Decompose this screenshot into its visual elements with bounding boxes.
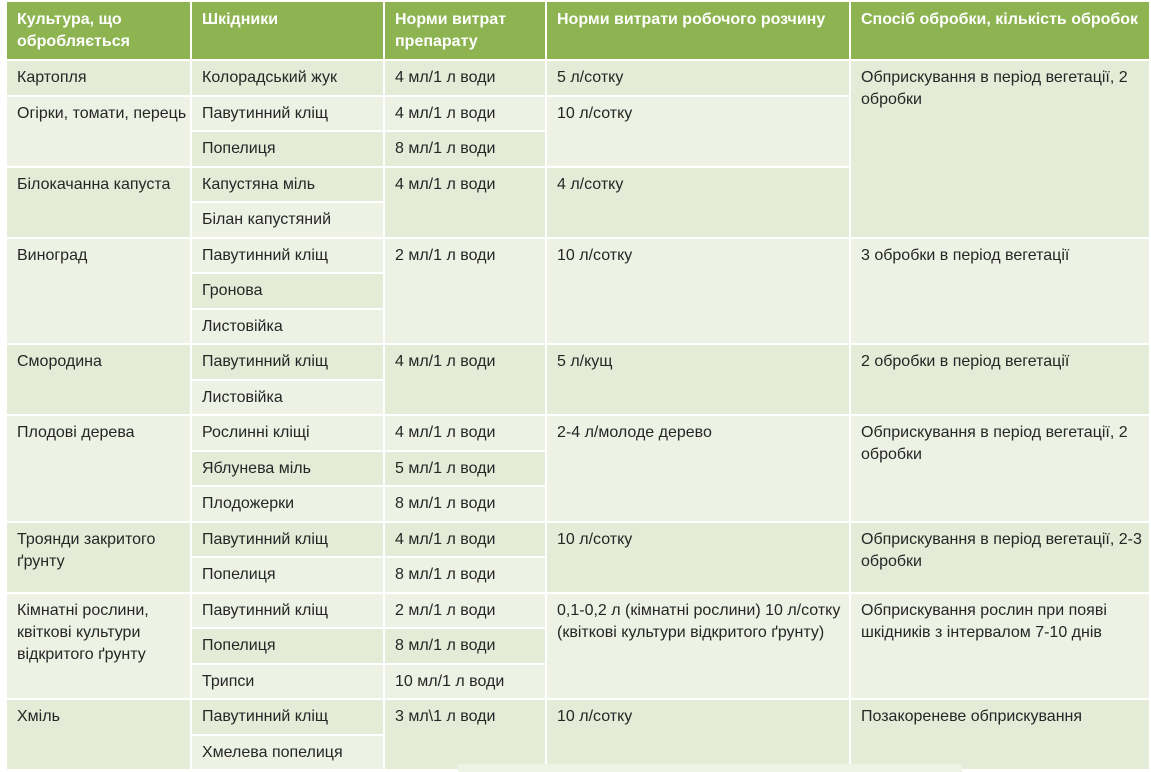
rate-cell: 8 мл/1 л води (384, 628, 546, 664)
table-row (6, 699, 1150, 735)
solution-cell: 5 л/кущ (546, 344, 850, 415)
header-product-rate: Норми витрат препарату (384, 1, 546, 60)
solution-cell: 5 л/сотку (546, 60, 850, 96)
header-pests: Шкідники (191, 1, 384, 60)
rate-cell: 2 мл/1 л води (384, 593, 546, 629)
crop-cell: Кімнатні рослини, квіткові культури відкритого ґрунту (6, 593, 191, 700)
pest-cell: Павутинний кліщ (191, 522, 384, 558)
crop-cell: Виноград (6, 238, 191, 345)
pest-cell: Павутинний кліщ (191, 699, 384, 735)
rate-cell: 8 мл/1 л води (384, 486, 546, 522)
pest-cell: Попелиця (191, 628, 384, 664)
crop-cell: Смородина (6, 344, 191, 415)
pest-cell: Колорадський жук (191, 60, 384, 96)
solution-cell: 4 л/сотку (546, 167, 850, 238)
table-row (6, 593, 1150, 629)
pest-cell: Павутинний кліщ (191, 593, 384, 629)
solution-cell: 10 л/сотку (546, 699, 850, 770)
pest-cell: Трипси (191, 664, 384, 700)
pest-cell: Попелиця (191, 557, 384, 593)
solution-cell: 2-4 л/молоде дерево (546, 415, 850, 522)
rate-cell: 3 мл\1 л води (384, 699, 546, 770)
solution-cell: 0,1-0,2 л (кімнатні рослини) 10 л/сотку (квіткові культури відкритого ґрунту) (546, 593, 850, 700)
method-cell: 3 обробки в період вегетації (850, 238, 1150, 345)
method-cell: Позакореневе обприскування (850, 699, 1150, 770)
rate-cell: 4 мл/1 л води (384, 344, 546, 415)
pest-cell: Яблунева міль (191, 451, 384, 487)
method-cell: Обприскування в період вегетації, 2-3 обробки (850, 522, 1150, 593)
rate-cell: 4 мл/1 л води (384, 167, 546, 238)
method-cell: Обприскування рослин при появі шкідників з інтервалом 7-10 днів (850, 593, 1150, 700)
method-cell: 2 обробки в період вегетації (850, 344, 1150, 415)
pest-cell: Павутинний кліщ (191, 238, 384, 274)
solution-cell: 10 л/сотку (546, 522, 850, 593)
pest-cell: Попелиця (191, 131, 384, 167)
header-crop: Культура, що обробляється (6, 1, 191, 60)
crop-cell: Хміль (6, 699, 191, 770)
pest-cell: Рослинні кліщі (191, 415, 384, 451)
pest-cell: Листовійка (191, 309, 384, 345)
crop-cell: Картопля (6, 60, 191, 96)
method-cell: Обприскування в період вегетації, 2 обробки (850, 60, 1150, 238)
solution-cell: 10 л/сотку (546, 238, 850, 345)
rate-cell: 4 мл/1 л води (384, 96, 546, 132)
rate-cell: 5 мл/1 л води (384, 451, 546, 487)
pest-cell: Листовійка (191, 380, 384, 416)
crop-cell: Огірки, томати, перець (6, 96, 191, 167)
pest-cell: Білан капустяний (191, 202, 384, 238)
rate-cell: 4 мл/1 л води (384, 522, 546, 558)
crop-cell: Білокачанна капуста (6, 167, 191, 238)
pesticide-usage-table (5, 0, 1151, 771)
header-solution-rate: Норми витрати робочого розчину (546, 1, 850, 60)
table-row (6, 415, 1150, 451)
footer-bar (458, 764, 962, 772)
table-header-row (6, 1, 1150, 60)
rate-cell: 8 мл/1 л води (384, 557, 546, 593)
pest-cell: Павутинний кліщ (191, 96, 384, 132)
table-row (6, 344, 1150, 380)
pest-cell: Плодожерки (191, 486, 384, 522)
rate-cell: 10 мл/1 л води (384, 664, 546, 700)
rate-cell: 2 мл/1 л води (384, 238, 546, 345)
rate-cell: 8 мл/1 л води (384, 131, 546, 167)
pest-cell: Павутинний кліщ (191, 344, 384, 380)
crop-cell: Плодові дерева (6, 415, 191, 522)
header-method: Спосіб обробки, кількість обробок (850, 1, 1150, 60)
table-row (6, 238, 1150, 274)
rate-cell: 4 мл/1 л води (384, 60, 546, 96)
crop-cell: Троянди закритого ґрунту (6, 522, 191, 593)
pest-cell: Хмелева попелиця (191, 735, 384, 771)
table-row (6, 60, 1150, 96)
table-row (6, 522, 1150, 558)
method-cell: Обприскування в період вегетації, 2 обробки (850, 415, 1150, 522)
rate-cell: 4 мл/1 л води (384, 415, 546, 451)
pest-cell: Капустяна міль (191, 167, 384, 203)
pest-cell: Гронова (191, 273, 384, 309)
solution-cell: 10 л/сотку (546, 96, 850, 167)
